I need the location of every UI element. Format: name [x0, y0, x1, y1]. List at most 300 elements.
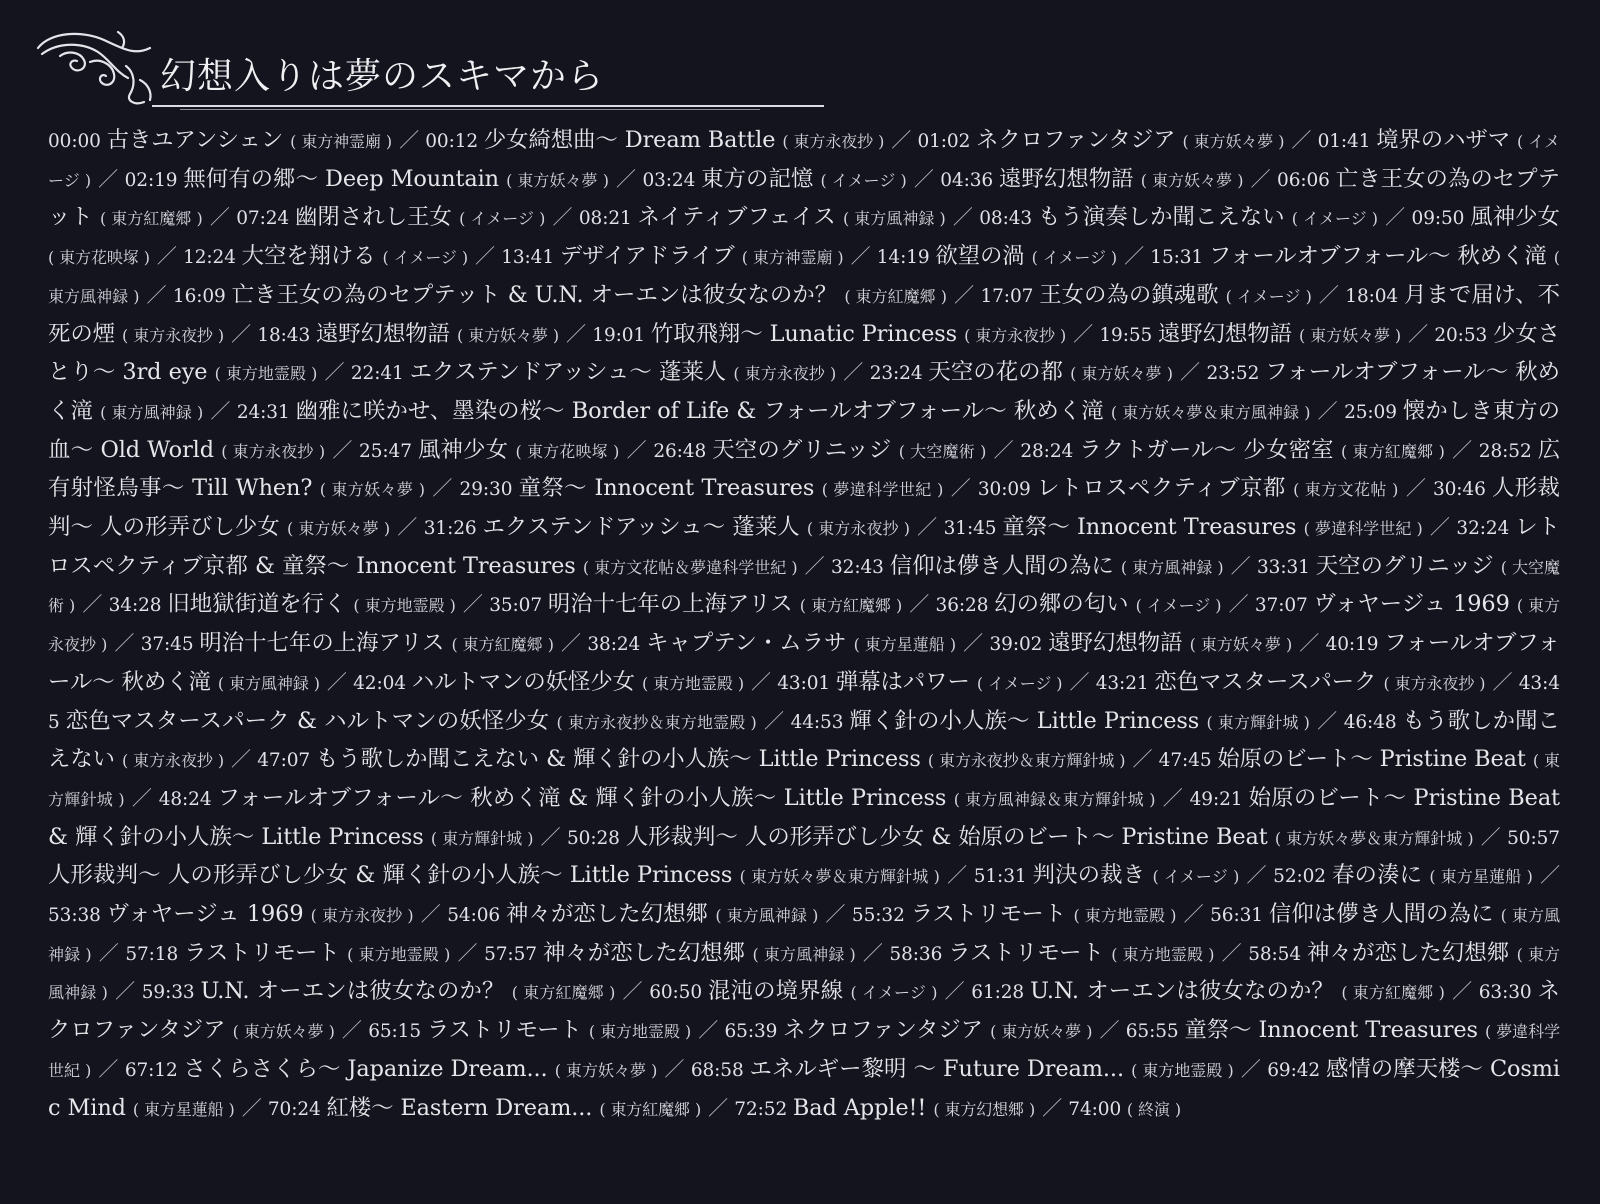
track-time: 25:09 [1344, 401, 1403, 423]
track-source: ( 東方紅魔郷 ) [599, 1099, 702, 1119]
track-title: 幽閉されし王女 [295, 204, 460, 231]
track-title: 少女さとり〜 3rd eye [48, 320, 1560, 386]
track-source: ( 東方永夜抄＆東方輝針城 ) [927, 751, 1126, 771]
track-time: 50:57 [1507, 827, 1560, 849]
track-entry [231, 746, 1125, 772]
track-title: 信仰は儚き人間の為に [1268, 901, 1501, 928]
track-time: 07:24 [236, 208, 295, 230]
track-source: ( 東方妖々夢 ) [456, 325, 559, 345]
track-title: 神々が恋した幻想郷 [506, 901, 716, 928]
track-separator: ／ [1317, 708, 1344, 733]
track-time: 28:24 [1020, 440, 1080, 462]
track-separator: ／ [1317, 398, 1345, 423]
track-time: 02:19 [124, 169, 184, 191]
track-title: ラストリモート [426, 1017, 589, 1044]
track-source: ( 東方風神録 ) [715, 906, 819, 926]
track-source: ( 東方紅魔郷 ) [844, 286, 947, 306]
track-source: ( 東方風神録 ) [217, 673, 320, 693]
track-source: ( 東方文花帖 ) [1293, 480, 1399, 500]
track-title: エクステンドアッシュ〜 蓬莱人 [409, 359, 734, 386]
track-title: さくらさくら〜 Japanize Dream... [183, 1055, 555, 1082]
track-entry [210, 398, 1310, 424]
track-title: 東方の記憶 [701, 165, 821, 192]
track-source: ( 東方地霊殿 ) [642, 673, 744, 693]
track-time: 36:28 [935, 595, 995, 617]
track-separator: ／ [993, 437, 1021, 462]
track-entry [99, 940, 451, 966]
track-time: 68:58 [690, 1059, 750, 1081]
track-source: ( 東方風神録 ) [752, 944, 856, 964]
track-time: 16:09 [172, 285, 232, 307]
track-title: ラストリモート [184, 939, 348, 966]
track-source: ( 東方永夜抄 ) [221, 441, 325, 461]
track-title: 神々が恋した幻想郷 [1307, 939, 1517, 966]
track-title: 亡き王女の為のセプテット & U.N. オーエンは彼女なのか？ [231, 281, 845, 308]
track-source: ( 東方紅魔郷 ) [1341, 983, 1445, 1003]
track-time: 67:12 [124, 1059, 184, 1081]
track-title: 人形裁判〜 人の形弄びし少女 [48, 475, 1560, 541]
track-time: 54:06 [447, 905, 507, 927]
track-separator: ／ [1073, 321, 1100, 346]
track-time: 47:45 [1158, 750, 1218, 772]
track-time: 57:18 [125, 943, 185, 965]
track-entry [157, 243, 468, 269]
track-time: 58:54 [1248, 943, 1307, 965]
track-time: 42:04 [353, 672, 412, 694]
track-title: フォールオブフォール〜 秋めく滝 & 輝く針の小人族〜 Little Princess [217, 784, 954, 811]
track-separator: ／ [763, 708, 791, 733]
track-title: 遠野幻想物語 [1158, 320, 1300, 347]
track-entry [917, 514, 1423, 540]
track-title: ラストリモート [948, 939, 1112, 966]
track-separator: ／ [131, 785, 159, 810]
track-source: ( 東方永夜抄 ) [782, 132, 885, 151]
track-entry [115, 978, 615, 1004]
track-time: 23:52 [1206, 363, 1266, 385]
track-time: 40:19 [1325, 634, 1385, 656]
track-separator: ／ [1162, 785, 1190, 810]
track-entry [1070, 669, 1486, 695]
track-source: ( 東方輝針城 ) [1206, 712, 1310, 732]
track-time: 55:32 [851, 905, 911, 927]
track-entry [708, 1095, 1035, 1121]
track-separator: ／ [616, 166, 643, 191]
track-separator: ／ [1408, 321, 1435, 346]
track-entry [914, 166, 1244, 192]
track-title: 遠野幻想物語 [999, 165, 1141, 192]
track-source: ( 東方妖々夢＆東方輝針城 ) [739, 867, 940, 887]
track-separator: ／ [1221, 940, 1249, 965]
track-separator: ／ [114, 631, 141, 656]
track-title: U.N. オーエンは彼女なのか？ [1030, 978, 1342, 1005]
track-separator: ／ [1492, 669, 1519, 694]
track-separator: ／ [947, 863, 974, 888]
track-source: ( イメージ ) [1291, 209, 1378, 229]
track-entry [98, 166, 609, 192]
track-separator: ／ [850, 244, 877, 269]
track-separator: ／ [1132, 747, 1159, 772]
track-source: ( イメージ ) [1225, 286, 1312, 306]
track-separator: ／ [708, 1095, 735, 1120]
track-source: ( 終演 ) [1126, 1099, 1181, 1119]
track-source: ( 東方妖々夢 ) [1299, 325, 1402, 345]
track-source: ( 東方永夜抄 ) [122, 325, 225, 345]
track-time: 22:41 [350, 363, 410, 385]
track-separator: ／ [1299, 631, 1326, 656]
track-entry [954, 282, 1312, 308]
track-source: ( 東方地霊殿 ) [347, 944, 451, 964]
track-separator: ／ [1099, 1018, 1126, 1043]
track-separator: ／ [146, 282, 173, 307]
track-source: ( 東方輝針城 ) [48, 751, 1560, 809]
track-separator: ／ [963, 631, 990, 656]
track-title: もう演奏しか聞こえない [1037, 204, 1292, 231]
track-time: 43:01 [777, 672, 836, 694]
track-source: ( 東方妖々夢 ) [287, 519, 391, 539]
track-time: 17:07 [980, 285, 1040, 307]
track-entry [332, 437, 619, 463]
track-separator: ／ [332, 437, 360, 462]
track-title: 感情の摩天楼〜 Cosmic Mind [48, 1055, 1560, 1121]
track-source: ( 東方紅魔郷 ) [100, 209, 203, 229]
track-time: 38:24 [587, 634, 647, 656]
track-time: 34:28 [108, 595, 168, 617]
track-title: エネルギー黎明 〜 Future Dream... [749, 1055, 1132, 1082]
track-title: ヴォヤージュ 1969 [106, 901, 311, 928]
track-time: 32:43 [831, 556, 890, 578]
track-separator: ／ [664, 1056, 691, 1081]
track-source: ( 東方永夜抄 ) [964, 325, 1067, 345]
track-title: レトロスペクティブ京都 & 童祭〜 Innocent Treasures [48, 514, 1560, 579]
track-list [48, 122, 1560, 1128]
track-separator: ／ [622, 979, 650, 1004]
track-title: 王女の為の鎮魂歌 [1039, 281, 1226, 308]
track-entry [561, 630, 956, 656]
track-title: 遠野幻想物語 [315, 320, 457, 347]
track-time: 74:00 [1068, 1098, 1127, 1120]
track-title: フォールオブフォール〜 秋めく滝 [1208, 243, 1554, 270]
track-source: ( 東方文花帖＆夢違科学世紀 ) [582, 557, 798, 577]
track-source: ( 大空魔術 ) [898, 441, 987, 461]
track-entry [945, 978, 1445, 1004]
track-separator: ／ [1246, 863, 1274, 888]
track-source: ( 東方地霊殿 ) [353, 596, 456, 616]
track-source: ( 東方紅魔郷 ) [1341, 441, 1445, 461]
track-title: 紅楼〜 Eastern Dream... [326, 1094, 600, 1121]
track-title: 遠野幻想物語 [1048, 630, 1190, 657]
track-separator: ／ [954, 282, 981, 307]
track-time: 59:33 [141, 982, 201, 1004]
track-source: ( 東方妖々夢 ) [990, 1022, 1093, 1042]
track-time: 26:48 [653, 440, 713, 462]
track-entry [210, 204, 545, 230]
track-time: 61:28 [971, 982, 1031, 1004]
track-entry [623, 978, 938, 1004]
track-time: 63:30 [1478, 982, 1538, 1004]
track-time: 30:09 [977, 479, 1037, 501]
track-separator: ／ [698, 1018, 725, 1043]
track-title: ネクロファンタジア [783, 1017, 991, 1044]
track-source: ( 東方星蓮船 ) [1429, 867, 1533, 887]
track-entry [98, 1056, 657, 1082]
track-separator: ／ [1230, 553, 1258, 578]
track-separator: ／ [950, 476, 978, 501]
track-time: 03:24 [642, 169, 702, 191]
track-source: ( 東方永夜抄＆東方地霊殿 ) [556, 712, 757, 732]
track-separator: ／ [1042, 1095, 1069, 1120]
track-entry [1247, 862, 1533, 888]
track-separator: ／ [82, 592, 109, 617]
track-source: ( 東方花映塚 ) [48, 248, 150, 268]
track-source: ( 夢違科学世紀 ) [48, 1022, 1560, 1080]
track-title: 輝く針の小人族〜 Little Princess [849, 707, 1207, 734]
track-source: ( 東方永夜抄 ) [310, 906, 414, 926]
track-title: もう歌しか聞こえない & 輝く針の小人族〜 Little Princess [315, 746, 928, 773]
track-source: ( 東方妖々夢 ) [554, 1060, 658, 1080]
track-source: ( 東方妖々夢 ) [506, 170, 609, 190]
track-title: 人形裁判〜 人の形弄びし少女 & 始原のビート〜 Pristine Beat [625, 823, 1275, 850]
track-title: 天空のグリニッジ [1315, 552, 1501, 579]
track-time: 51:31 [973, 866, 1033, 888]
flourish-ornament-icon [30, 26, 170, 116]
track-time: 65:39 [724, 1021, 784, 1043]
track-entry [48, 127, 392, 153]
track-title: 童祭〜 Innocent Treasures [1184, 1017, 1485, 1044]
track-title: デザイアドライブ [559, 243, 742, 270]
track-time: 30:46 [1432, 479, 1493, 501]
track-title: 少女綺想曲〜 Dream Battle [483, 127, 783, 153]
track-time: 25:47 [359, 440, 418, 462]
track-title: ネクロファンタジア [976, 127, 1183, 153]
track-separator: ／ [399, 128, 426, 152]
track-entry [399, 127, 884, 153]
track-time: 20:53 [1434, 324, 1493, 346]
track-separator: ／ [326, 669, 354, 694]
track-title: キャプテン・ムラサ [646, 630, 854, 657]
track-source: ( 東方永夜抄 ) [1383, 673, 1486, 693]
track-entry [421, 901, 818, 927]
track-title: ネイティブフェイス [637, 204, 843, 231]
track-time: 44:53 [790, 711, 850, 733]
track-time: 48:24 [158, 788, 218, 810]
track-title: 幽雅に咲かせ、墨染の桜〜 Border of Life & フォールオブフォール〜 秋めく滝 [295, 397, 1111, 424]
track-title: 天空の花の都 [928, 359, 1071, 386]
track-entry [627, 437, 987, 463]
track-entry [891, 127, 1284, 153]
track-source: ( 東方星蓮船 ) [132, 1099, 235, 1119]
track-title: 人形裁判〜 人の形弄びし少女 & 輝く針の小人族〜 Little Princess [48, 862, 740, 889]
track-source: ( 東方神霊廟 ) [741, 248, 844, 268]
track-source: ( 東方永夜抄 ) [48, 596, 1560, 655]
track-separator: ／ [909, 592, 936, 617]
track-separator: ／ [561, 631, 588, 656]
track-time: 47:07 [257, 750, 316, 772]
track-time: 72:52 [734, 1098, 793, 1120]
track-source: ( 東方地霊殿 ) [1131, 1060, 1234, 1080]
track-title: 大空を翔ける [241, 243, 383, 270]
track-title: 恋色マスタースパーク & ハルトマンの妖怪少女 [65, 707, 557, 734]
track-source: ( 東方永夜抄 ) [122, 751, 224, 771]
track-source: ( 東方風神録 ) [48, 944, 1560, 1003]
track-title: ラクトガール〜 少女密室 [1079, 436, 1342, 463]
track-entry [327, 669, 744, 695]
track-entry [231, 321, 559, 347]
track-time: 24:31 [236, 401, 296, 423]
track-time: 08:21 [578, 208, 638, 230]
track-separator: ／ [1405, 476, 1433, 501]
track-time: 46:48 [1343, 711, 1403, 733]
track-source: ( 東方妖々夢 ) [319, 480, 425, 500]
track-time: 00:12 [425, 131, 484, 152]
track-time: 32:24 [1456, 518, 1516, 540]
track-entry [963, 630, 1292, 656]
track-source: ( 東方妖々夢 ) [1140, 170, 1244, 190]
track-entry [664, 1056, 1233, 1082]
track-separator: ／ [397, 515, 424, 540]
track-entry [475, 243, 844, 269]
track-source: ( 東方妖々夢 ) [1189, 635, 1293, 655]
track-separator: ／ [420, 902, 448, 927]
track-time: 39:02 [989, 634, 1049, 656]
track-entry [751, 669, 1062, 695]
track-time: 19:55 [1099, 324, 1159, 346]
track-source: ( 東方地霊殿 ) [588, 1022, 692, 1042]
track-source: ( 東方風神録 ) [48, 248, 1560, 306]
track-separator: ／ [1250, 166, 1278, 191]
track-entry [432, 475, 943, 501]
track-time: 00:00 [48, 131, 107, 152]
track-source: ( 東方妖々夢 ) [1182, 132, 1285, 151]
track-source: ( 東方風神録＆東方輝針城 ) [953, 789, 1156, 809]
track-title: 明治十七年の上海アリス [199, 630, 452, 657]
track-separator: ／ [952, 205, 980, 230]
track-source: ( 東方星蓮船 ) [853, 635, 957, 655]
track-separator: ／ [1429, 515, 1457, 540]
track-title: Bad Apple!! [792, 1094, 934, 1121]
track-title: フォールオブフォール〜 秋めく滝 [48, 359, 1560, 424]
track-source: ( 大空魔術 ) [48, 557, 1560, 616]
track-source: ( 東方幻想郷 ) [933, 1099, 1036, 1119]
title-underline-thin [180, 109, 760, 110]
track-time: 31:45 [943, 518, 1003, 540]
track-source: ( イメージ ) [1135, 596, 1222, 616]
track-source: ( イメージ ) [850, 983, 938, 1003]
track-time: 29:30 [459, 479, 519, 501]
track-entry [114, 630, 554, 656]
track-source: ( 東方風神録 ) [48, 906, 1560, 964]
track-time: 53:38 [48, 905, 107, 927]
track-time: 65:15 [368, 1021, 427, 1043]
track-source: ( イメージ ) [459, 209, 546, 229]
track-time: 49:21 [1189, 788, 1249, 810]
track-title: 信仰は儚き人間の為に [889, 552, 1121, 579]
track-time: 35:07 [489, 595, 548, 617]
track-separator: ／ [825, 902, 852, 927]
track-separator: ／ [231, 747, 258, 772]
track-time: 70:24 [267, 1098, 327, 1120]
track-separator: ／ [341, 1018, 369, 1043]
track-source: ( イメージ ) [976, 673, 1063, 693]
track-entry [863, 940, 1215, 966]
track-title: 神々が恋した幻想郷 [542, 939, 753, 966]
track-title: 明治十七年の上海アリス [547, 591, 800, 618]
track-title: ハルトマンの妖怪少女 [411, 668, 643, 695]
track-separator: ／ [324, 360, 351, 385]
track-separator: ／ [1183, 902, 1211, 927]
track-title: 幻の郷の匂い [994, 591, 1136, 618]
track-entry [242, 1095, 701, 1121]
track-separator: ／ [210, 398, 237, 423]
track-time: 18:04 [1345, 285, 1404, 307]
track-separator: ／ [1291, 128, 1318, 152]
track-source: ( 東方風神録 ) [100, 402, 204, 422]
track-time: 09:50 [1411, 208, 1471, 230]
track-entry [947, 862, 1239, 888]
track-source: ( 東方地霊殿 ) [214, 364, 318, 384]
track-separator: ／ [913, 166, 941, 191]
track-source: ( 東方輝針城 ) [430, 828, 534, 848]
track-separator: ／ [552, 205, 579, 230]
track-time: 43:21 [1095, 672, 1155, 694]
track-title: レトロスペクティブ京都 [1036, 475, 1294, 502]
track-separator: ／ [1540, 863, 1560, 888]
track-source: ( 東方風神録 ) [842, 209, 946, 229]
track-entry [994, 437, 1445, 463]
track-source: ( 東方紅魔郷 ) [799, 596, 903, 616]
track-time: 37:45 [140, 634, 200, 656]
track-title: 風神少女 [417, 436, 516, 463]
track-entry [805, 553, 1224, 579]
track-separator: ／ [862, 940, 890, 965]
track-source: ( 東方永夜抄 ) [733, 364, 837, 384]
track-separator: ／ [1124, 244, 1151, 269]
track-title: 童祭〜 Innocent Treasures [1002, 514, 1304, 541]
track-entry [463, 591, 902, 617]
track-title: 欲望の渦 [935, 243, 1032, 270]
track-time: 14:19 [876, 247, 936, 269]
track-title: 春の湊に [1332, 862, 1430, 889]
track-title: 混沌の境界線 [708, 978, 851, 1005]
track-entry [324, 359, 836, 385]
track-title: ヴォヤージュ 1969 [1313, 591, 1517, 618]
track-time: 13:41 [501, 247, 560, 269]
track-separator: ／ [115, 979, 142, 1004]
track-separator: ／ [475, 244, 502, 269]
track-entry [342, 1017, 691, 1043]
track-entry [843, 359, 1173, 385]
track-separator: ／ [751, 669, 778, 694]
track-title: 天空のグリニッジ [712, 436, 899, 463]
track-source: ( 東方花映塚 ) [515, 441, 620, 461]
track-source: ( 東方永夜抄 ) [806, 519, 910, 539]
page-title: 幻想入りは夢のスキマから [160, 56, 605, 97]
track-source: ( 東方紅魔郷 ) [511, 983, 616, 1003]
track-title: 無何有の郷〜 Deep Mountain [183, 165, 507, 192]
track-time: 43:45 [48, 672, 1560, 733]
track-entry [132, 785, 1156, 811]
track-source: ( 東方地霊殿 ) [1111, 944, 1215, 964]
track-time: 04:36 [940, 169, 999, 191]
track-separator: ／ [1180, 360, 1207, 385]
track-title: 古きユアンシェン [106, 127, 291, 153]
track-entry [825, 901, 1176, 927]
track-source: ( 東方紅魔郷 ) [451, 635, 554, 655]
track-title: 恋色マスタースパーク [1154, 668, 1384, 695]
track-separator: ／ [1452, 979, 1479, 1004]
track-separator: ／ [1452, 437, 1479, 462]
track-separator: ／ [1480, 824, 1508, 849]
track-time: 19:01 [592, 324, 651, 346]
